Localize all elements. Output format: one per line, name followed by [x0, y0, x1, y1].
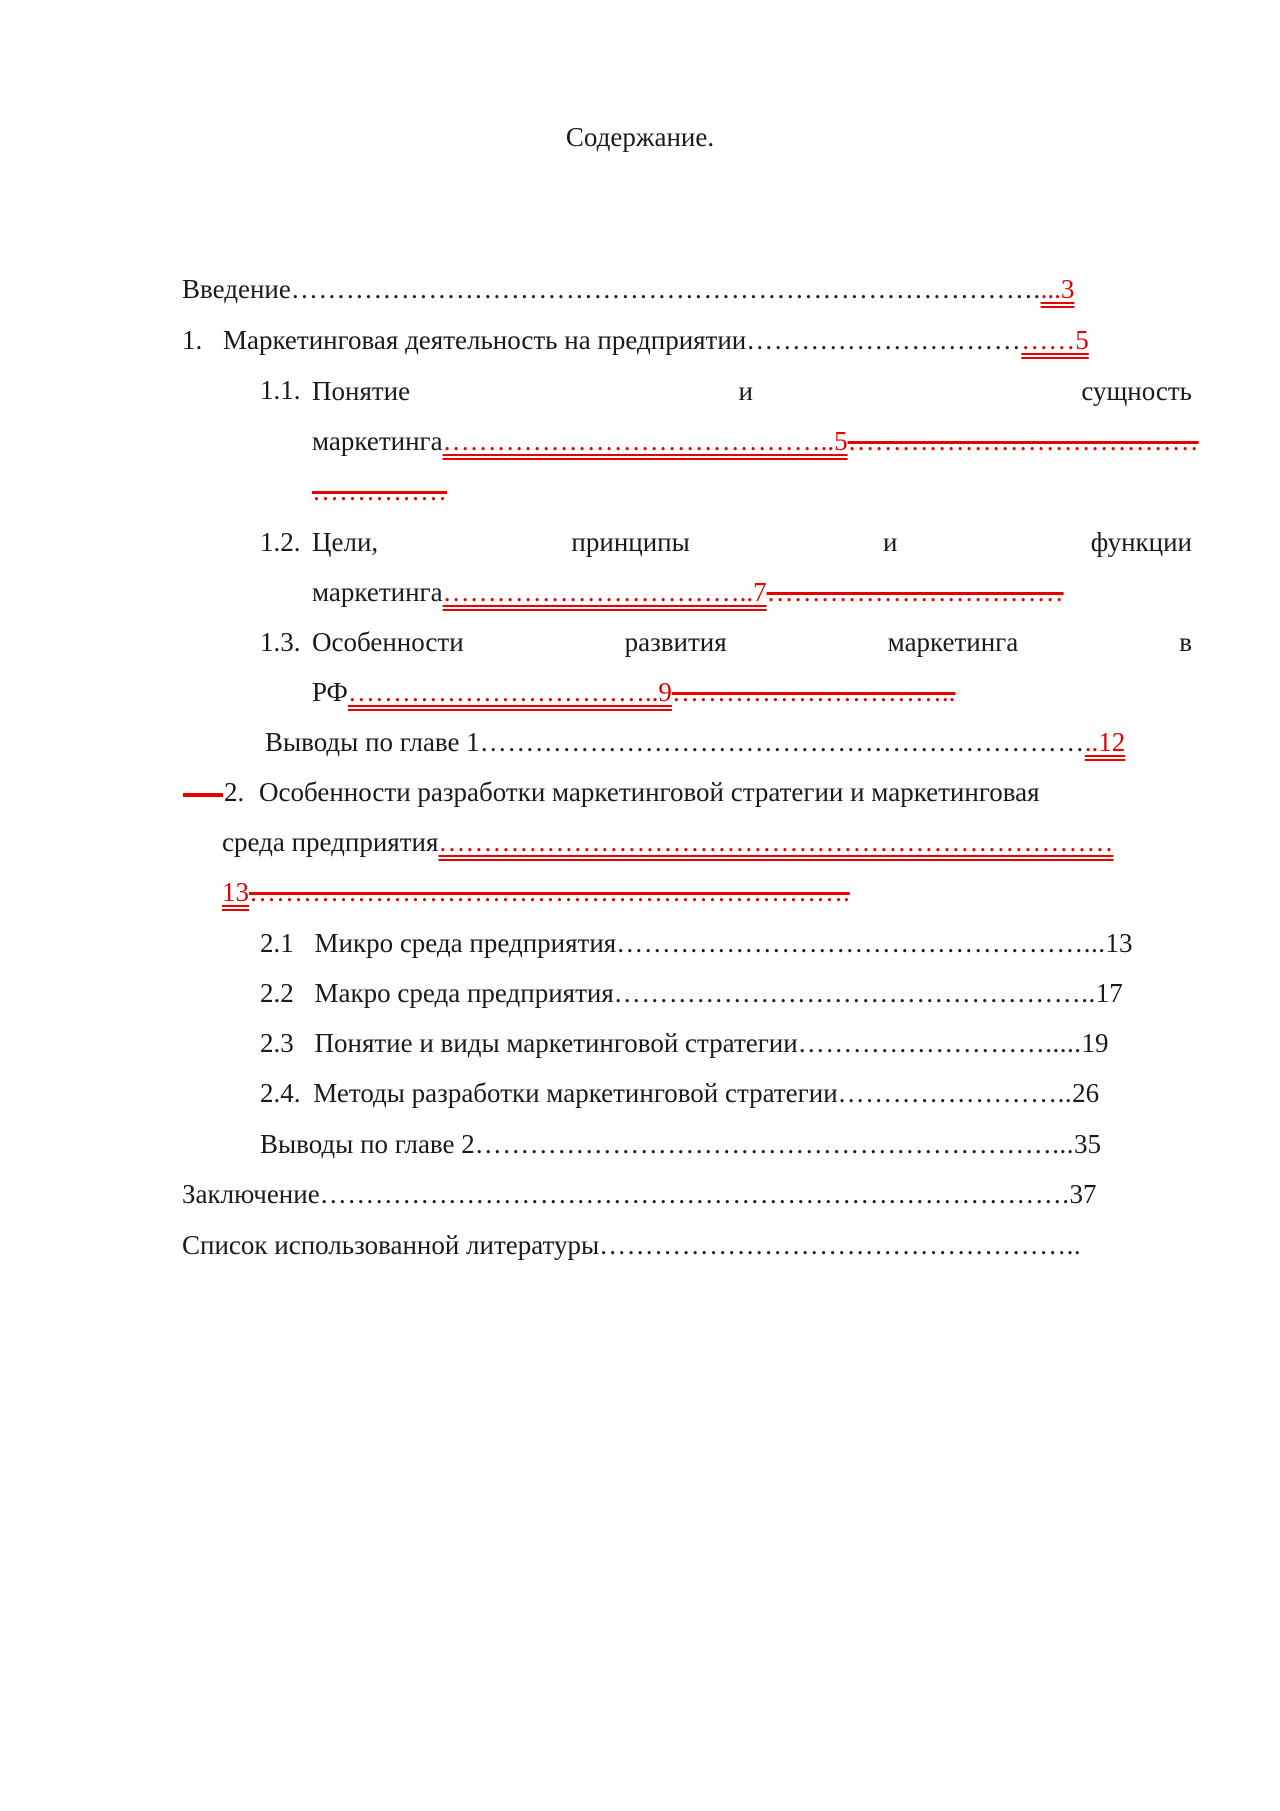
- toc-entry-1-1-line3: [312, 474, 447, 508]
- toc-dots: …………………………………………………………………: [438, 827, 1114, 857]
- deleted-text: ……………………………: [766, 577, 1064, 607]
- toc-number-1-2: 1.2.: [260, 527, 301, 557]
- toc-word: Цели,: [312, 527, 379, 557]
- toc-entry-references[interactable]: [182, 1228, 1081, 1262]
- toc-word: Особенности: [312, 627, 464, 657]
- deleted-text: …………………………………: [847, 426, 1199, 456]
- toc-label: Понятие и виды маркетинговой стратегии: [314, 1028, 798, 1058]
- toc-dots: ……………………………………………..: [599, 1230, 1082, 1260]
- deleted-mark: [183, 793, 223, 797]
- toc-word: Понятие: [312, 376, 411, 406]
- toc-entry-1-3-line2[interactable]: [312, 675, 955, 709]
- toc-page: 5: [834, 426, 848, 456]
- toc-dots: …………………………………………………………: [479, 727, 1085, 757]
- toc-dots: ……………………..: [837, 1078, 1073, 1108]
- toc-page: ..12: [1084, 727, 1126, 757]
- toc-label: среда предприятия: [222, 827, 439, 857]
- toc-label: Выводы по главе 2: [260, 1129, 475, 1159]
- toc-dots: …………………………: [746, 325, 1022, 355]
- toc-word: функции: [1090, 527, 1192, 557]
- toc-dots: ……………………………..: [442, 577, 754, 607]
- toc-page: 37: [1069, 1179, 1097, 1209]
- toc-page: 13: [222, 877, 249, 907]
- toc-dots: ……………………….....: [797, 1028, 1082, 1058]
- toc-entry-1-2-line1[interactable]: [312, 525, 1192, 559]
- toc-page: 9: [658, 677, 672, 707]
- toc-label: маркетинга: [312, 426, 443, 456]
- toc-dots: ……………………………………………...: [616, 928, 1106, 958]
- toc-dots: ………………………………………………………...: [474, 1129, 1074, 1159]
- toc-label: Маркетинговая деятельность на предприятии: [223, 325, 747, 355]
- page-title: Содержание.: [565, 122, 715, 152]
- toc-page: 7: [753, 577, 767, 607]
- toc-number-1-1: 1.1.: [260, 375, 301, 405]
- toc-entry-2-4[interactable]: [260, 1076, 1099, 1110]
- toc-entry-2-1[interactable]: [260, 926, 1132, 960]
- toc-number: 2.1: [260, 928, 294, 958]
- toc-label: Список использованной литературы: [182, 1230, 600, 1260]
- toc-label: Методы разработки маркетинговой стратегии: [313, 1078, 838, 1108]
- toc-number: 2.2: [260, 978, 294, 1008]
- toc-entry-1-2-line2[interactable]: [312, 575, 1064, 609]
- toc-entry-1-1-line2[interactable]: [312, 424, 1199, 458]
- deleted-text: ………………………………………………………….: [249, 877, 850, 907]
- toc-entry-chapter-2-summary[interactable]: [260, 1127, 1101, 1161]
- toc-page: 26: [1072, 1078, 1100, 1108]
- toc-label: Макро среда предприятия: [314, 978, 614, 1008]
- toc-entry-chapter-2-line2[interactable]: [222, 825, 1113, 859]
- toc-label: маркетинга: [312, 577, 443, 607]
- deleted-text: ……………: [312, 476, 447, 506]
- toc-page: ……5: [1021, 325, 1089, 355]
- toc-page: 35: [1074, 1129, 1101, 1159]
- toc-entry-chapter-1[interactable]: [182, 323, 1089, 357]
- toc-page: 19: [1081, 1028, 1109, 1058]
- toc-entry-chapter-2[interactable]: [224, 775, 1040, 809]
- toc-entry-1-1-line1[interactable]: [312, 374, 1192, 408]
- toc-dots: ……………………………………………………………………….: [290, 274, 1041, 304]
- toc-label: Заключение: [182, 1179, 320, 1209]
- toc-number: 1.: [182, 325, 203, 355]
- toc-word: принципы: [571, 527, 690, 557]
- toc-number: 2.: [224, 777, 245, 807]
- toc-number: 2.4.: [260, 1078, 301, 1108]
- toc-dots: ……………………………………………………………………….: [319, 1179, 1070, 1209]
- toc-number-1-3: 1.3.: [260, 627, 301, 657]
- toc-page: 13: [1105, 928, 1133, 958]
- toc-word: и: [883, 527, 898, 557]
- toc-label: РФ: [312, 677, 348, 707]
- toc-entry-intro[interactable]: [182, 272, 1074, 306]
- toc-word: сущность: [1081, 376, 1192, 406]
- toc-label: Выводы по главе 1: [265, 727, 480, 757]
- toc-word: развития: [624, 627, 727, 657]
- deleted-text: …………………………..: [671, 677, 956, 707]
- toc-label: Особенности разработки маркетинговой стратегии и маркетинговая: [259, 777, 1040, 807]
- toc-label: Микро среда предприятия: [314, 928, 617, 958]
- toc-dots: ……………………………………..: [442, 426, 835, 456]
- toc-number: 2.3: [260, 1028, 294, 1058]
- toc-entry-chapter-2-line3[interactable]: [222, 875, 850, 909]
- toc-dots: ……………………………..: [347, 677, 659, 707]
- toc-dots: ……………………………………………..: [613, 978, 1096, 1008]
- toc-word: в: [1179, 627, 1192, 657]
- toc-entry-2-3[interactable]: [260, 1026, 1108, 1060]
- toc-entry-conclusion[interactable]: [182, 1177, 1096, 1211]
- toc-entry-chapter-1-summary[interactable]: [265, 725, 1125, 759]
- toc-word: и: [738, 376, 753, 406]
- toc-page: ...3: [1040, 274, 1075, 304]
- toc-label: Введение: [182, 274, 291, 304]
- toc-entry-2-2[interactable]: [260, 976, 1123, 1010]
- toc-page: 17: [1095, 978, 1123, 1008]
- toc-word: маркетинга: [887, 627, 1019, 657]
- toc-entry-1-3-line1[interactable]: [312, 625, 1192, 659]
